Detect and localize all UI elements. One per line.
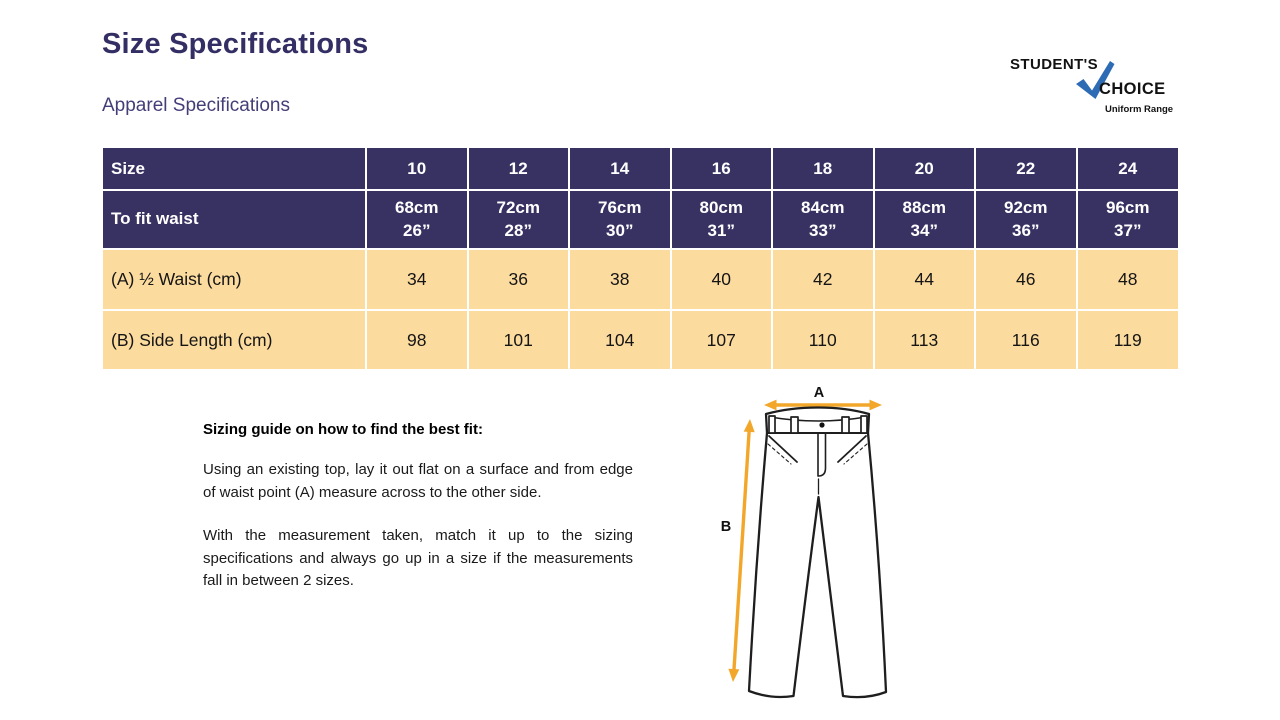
- table-row-half-waist: [103, 249, 1178, 310]
- table-cell: 76cm 30”: [569, 190, 671, 249]
- table-cell: 40: [671, 249, 773, 310]
- table-cell: 72cm 28”: [468, 190, 570, 249]
- table-cell: 36: [468, 249, 570, 310]
- row-header-to-fit-waist: To fit waist: [103, 190, 366, 249]
- table-cell: 110: [772, 310, 874, 370]
- table-cell: 107: [671, 310, 773, 370]
- table-cell: 20: [874, 148, 976, 190]
- table-cell: 119: [1077, 310, 1179, 370]
- table-row-size: [103, 148, 1178, 190]
- table-cell: 104: [569, 310, 671, 370]
- sizing-guide: [203, 421, 633, 614]
- table-cell: 42: [772, 249, 874, 310]
- table-cell: 113: [874, 310, 976, 370]
- sizing-guide-paragraph: Using an existing top, lay it out flat on a surface and from edge of waist point (A) measure across to the other side.: [203, 461, 633, 501]
- size-spec-table: [103, 148, 1178, 371]
- brand-logo: [1002, 56, 1184, 122]
- sizing-guide-heading: Sizing guide on how to find the best fit:: [203, 421, 483, 438]
- table-cell: 38: [569, 249, 671, 310]
- row-header-half-waist: (A) ½ Waist (cm): [103, 249, 366, 310]
- table-cell: 84cm 33”: [772, 190, 874, 249]
- table-cell: 101: [468, 310, 570, 370]
- logo-text-choice: CHOICE: [1099, 80, 1166, 98]
- trousers-diagram: [700, 380, 962, 718]
- waist-button: [819, 422, 824, 427]
- table-cell: 24: [1077, 148, 1179, 190]
- table-cell: 68cm 26”: [366, 190, 468, 249]
- table-cell: 18: [772, 148, 874, 190]
- table-cell: 22: [975, 148, 1077, 190]
- table-cell: 14: [569, 148, 671, 190]
- table-cell: 92cm 36”: [975, 190, 1077, 249]
- page-subtitle: Apparel Specifications: [102, 95, 290, 116]
- diagram-label-b: B: [720, 519, 732, 535]
- diagram-label-a: A: [813, 385, 825, 401]
- table-cell: 80cm 31”: [671, 190, 773, 249]
- table-cell: 12: [468, 148, 570, 190]
- table-cell: 34: [366, 249, 468, 310]
- row-header-side-length: (B) Side Length (cm): [103, 310, 366, 370]
- logo-text-uniform-range: Uniform Range: [1105, 104, 1174, 115]
- table-cell: 10: [366, 148, 468, 190]
- row-header-size: Size: [103, 148, 366, 190]
- table-cell: 48: [1077, 249, 1179, 310]
- trousers-outline: [749, 408, 886, 698]
- table-cell: 16: [671, 148, 773, 190]
- table-cell: 46: [975, 249, 1077, 310]
- table-cell: 96cm 37”: [1077, 190, 1179, 249]
- table-cell: 98: [366, 310, 468, 370]
- logo-text-students: STUDENT'S: [1010, 56, 1099, 73]
- table-row-to-fit-waist: [103, 190, 1178, 249]
- sizing-guide-paragraph: With the measurement taken, match it up to the sizing specifications and always go up in a size if the measurements fall in between 2 sizes.: [203, 527, 633, 589]
- table-row-side-length: [103, 310, 1178, 370]
- table-cell: 44: [874, 249, 976, 310]
- table-cell: 116: [975, 310, 1077, 370]
- page-title: Size Specifications: [102, 28, 369, 60]
- table-cell: 88cm 34”: [874, 190, 976, 249]
